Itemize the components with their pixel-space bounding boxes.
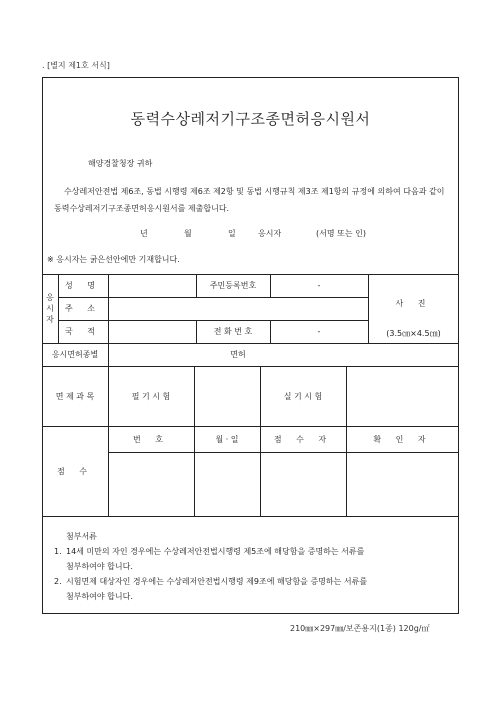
row-divider [42, 516, 459, 517]
score-date-header: 월 · 일 [215, 434, 239, 444]
attachment-text-cont: 첨부하여야 합니다. [66, 592, 133, 601]
form-title: 동력수상레저기구조종면허응시원서 [130, 110, 371, 128]
address-label: 주 소 [65, 304, 101, 313]
score-confirm-header: 확 인 자 [373, 434, 432, 444]
month-label: 월 [184, 229, 192, 238]
resident-number-label: 주민등록번호 [209, 281, 257, 290]
attachment-number: 1. [54, 547, 62, 556]
day-label: 일 [228, 229, 236, 238]
practical-exam-field[interactable] [346, 366, 459, 426]
score-number-header: 번 호 [133, 434, 169, 444]
license-type-label: 응시면허종별 [51, 350, 99, 359]
phone-input[interactable]: - [317, 327, 321, 336]
name-input[interactable] [108, 274, 196, 297]
attachment-item [54, 574, 454, 604]
photo-label: 사 진 [395, 298, 432, 308]
attachments-title: 첨부서류 [66, 532, 97, 541]
form-body-text: 수상레저안전법 제6조, 동법 시행령 제6조 제2항 및 동법 시행규칙 제3조 제1항의 규정에 의하여 다음과 같이 동력수상레저기구조종면허응시원서를 제출합니다. [54, 187, 445, 213]
signature-field[interactable]: (서명 또는 인) [316, 229, 366, 238]
practical-exam-label: 실 기 시 험 [283, 391, 323, 401]
applicant-group-label: 응시자 [46, 293, 54, 324]
year-label: 년 [140, 229, 148, 238]
written-exam-label: 필 기 시 험 [131, 391, 171, 401]
resident-number-input[interactable]: - [317, 281, 321, 290]
attachment-text: 시험면제 대상자인 경우에는 수상레저안전법시행령 제9조에 해당함을 증명하는 서류를 [66, 577, 368, 586]
paper-spec-footer: 210㎜×297㎜/보존용지(1종) 120g/㎡ [290, 624, 430, 633]
attachment-number: 2. [54, 577, 62, 586]
score-grader-header: 점 수 자 [273, 434, 333, 444]
instruction-note: ※ 응시자는 굵은선안에만 기재합니다. [47, 255, 180, 264]
score-label: 점 수 [57, 466, 93, 476]
row-divider [108, 452, 459, 453]
license-type-value[interactable]: 면허 [230, 350, 246, 359]
form-number-label: . [별지 제1호 서식] [42, 61, 110, 70]
name-label: 성 명 [65, 281, 101, 290]
attachment-text-cont: 첨부하여야 합니다. [66, 562, 133, 571]
nationality-input[interactable] [108, 320, 196, 343]
attachment-text: 14세 미만의 자인 경우에는 수상레저안전법시행령 제5조에 해당함을 증명하는 서류를 [66, 547, 365, 556]
written-exam-field[interactable] [194, 366, 260, 426]
applicant-label: 응시자 [258, 229, 282, 238]
attachment-item [54, 544, 454, 574]
phone-label: 전 화 번 호 [213, 327, 253, 336]
address-input[interactable] [108, 297, 368, 320]
exemption-label: 면 제 과 목 [55, 391, 95, 401]
photo-size: (3.5㎝×4.5㎝) [386, 328, 441, 338]
nationality-label: 국 적 [65, 327, 101, 336]
addressee: 해양경찰청장 귀하 [88, 159, 153, 168]
